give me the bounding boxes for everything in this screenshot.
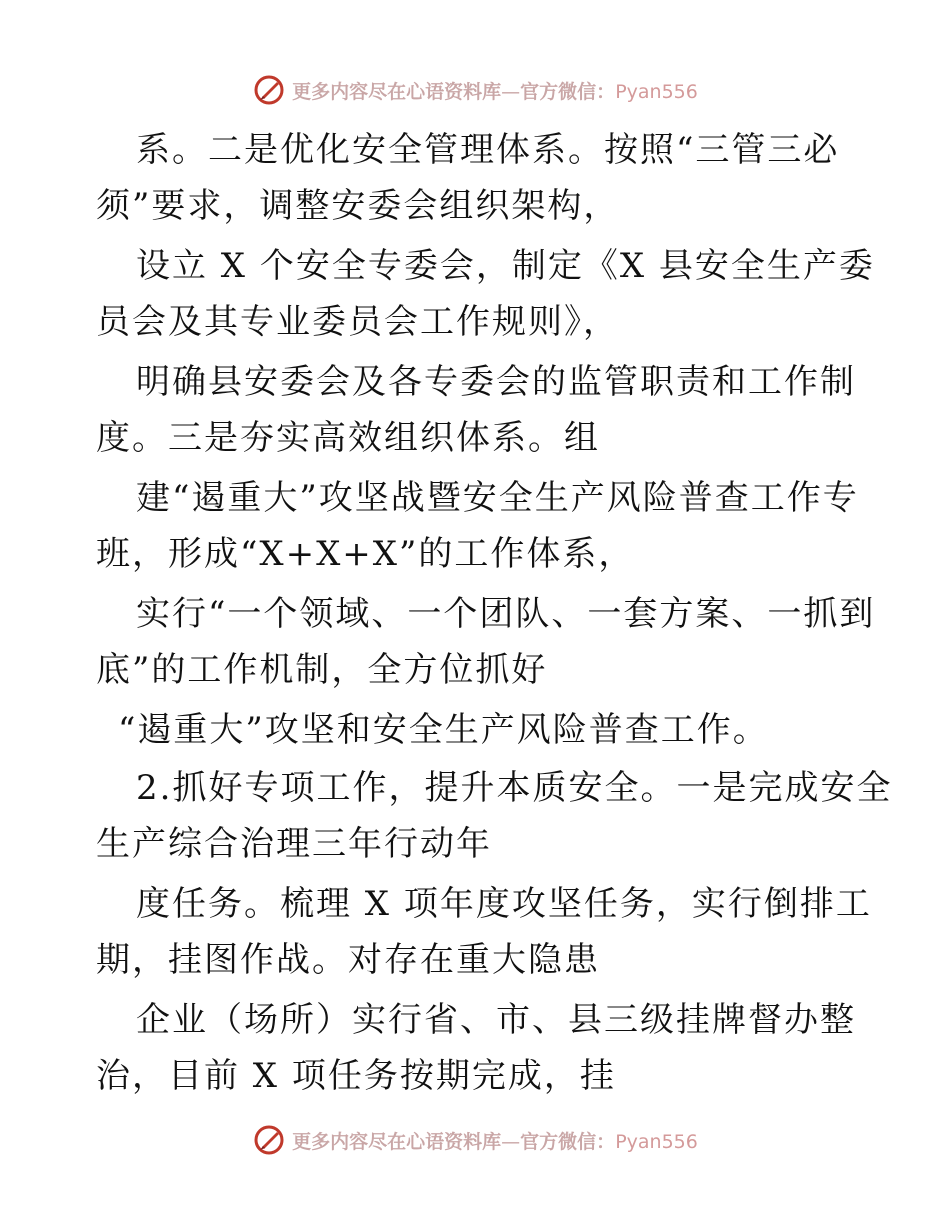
- text-line: 系。二是优化安全管理体系。按照“三管三必: [136, 130, 840, 170]
- quill-pen-logo-icon: [252, 73, 286, 107]
- text-line: 设立 X 个安全专委会，制定《X 县安全生产委: [136, 246, 875, 286]
- text-line: 期，挂图作战。对存在重大隐患: [96, 940, 600, 980]
- text-line: 度。三是夯实高效组织体系。组: [96, 418, 600, 458]
- text-line: 实行“一个领域、一个团队、一套方案、一抓到: [136, 594, 876, 634]
- text-line: 班，形成“X+X+X”的工作体系，: [96, 534, 635, 574]
- text-line: 度任务。梳理 X 项年度攻坚任务，实行倒排工: [136, 884, 872, 924]
- header-watermark: [0, 70, 950, 110]
- watermark-wechat-label: 官方微信：: [520, 80, 616, 103]
- quill-pen-logo-icon: [252, 1123, 286, 1157]
- watermark-dash: —: [501, 1130, 521, 1153]
- text-line: “遏重大”攻坚和安全生产风险普查工作。: [118, 710, 769, 750]
- text-line: 建“遏重大”攻坚战暨安全生产风险普查工作专: [136, 478, 859, 518]
- watermark-site: 更多内容尽在心语资料库: [292, 80, 502, 103]
- text-line: 企业（场所）实行省、市、县三级挂牌督办整: [136, 1000, 856, 1040]
- text-line: 治，目前 X 项任务按期完成，挂: [96, 1056, 616, 1096]
- watermark-text: [292, 77, 698, 104]
- footer-watermark: [0, 1120, 950, 1160]
- watermark-site: 更多内容尽在心语资料库: [292, 1130, 502, 1153]
- text-line: 生产综合治理三年行动年: [96, 824, 492, 864]
- text-line: 2.抓好专项工作，提升本质安全。一是完成安全: [136, 768, 893, 808]
- watermark-dash: —: [501, 80, 521, 103]
- watermark-wechat-label: 官方微信：: [520, 1130, 616, 1153]
- text-line: 底”的工作机制，全方位抓好: [96, 650, 548, 690]
- watermark-text: [292, 1127, 698, 1154]
- text-line: 员会及其专业委员会工作规则》，: [96, 302, 619, 342]
- text-line: 须”要求，调整安委会组织架构，: [96, 186, 620, 226]
- text-line: 明确县安委会及各专委会的监管职责和工作制: [136, 362, 856, 402]
- watermark-wechat-id: Pyan556: [615, 1130, 698, 1153]
- watermark-wechat-id: Pyan556: [615, 80, 698, 103]
